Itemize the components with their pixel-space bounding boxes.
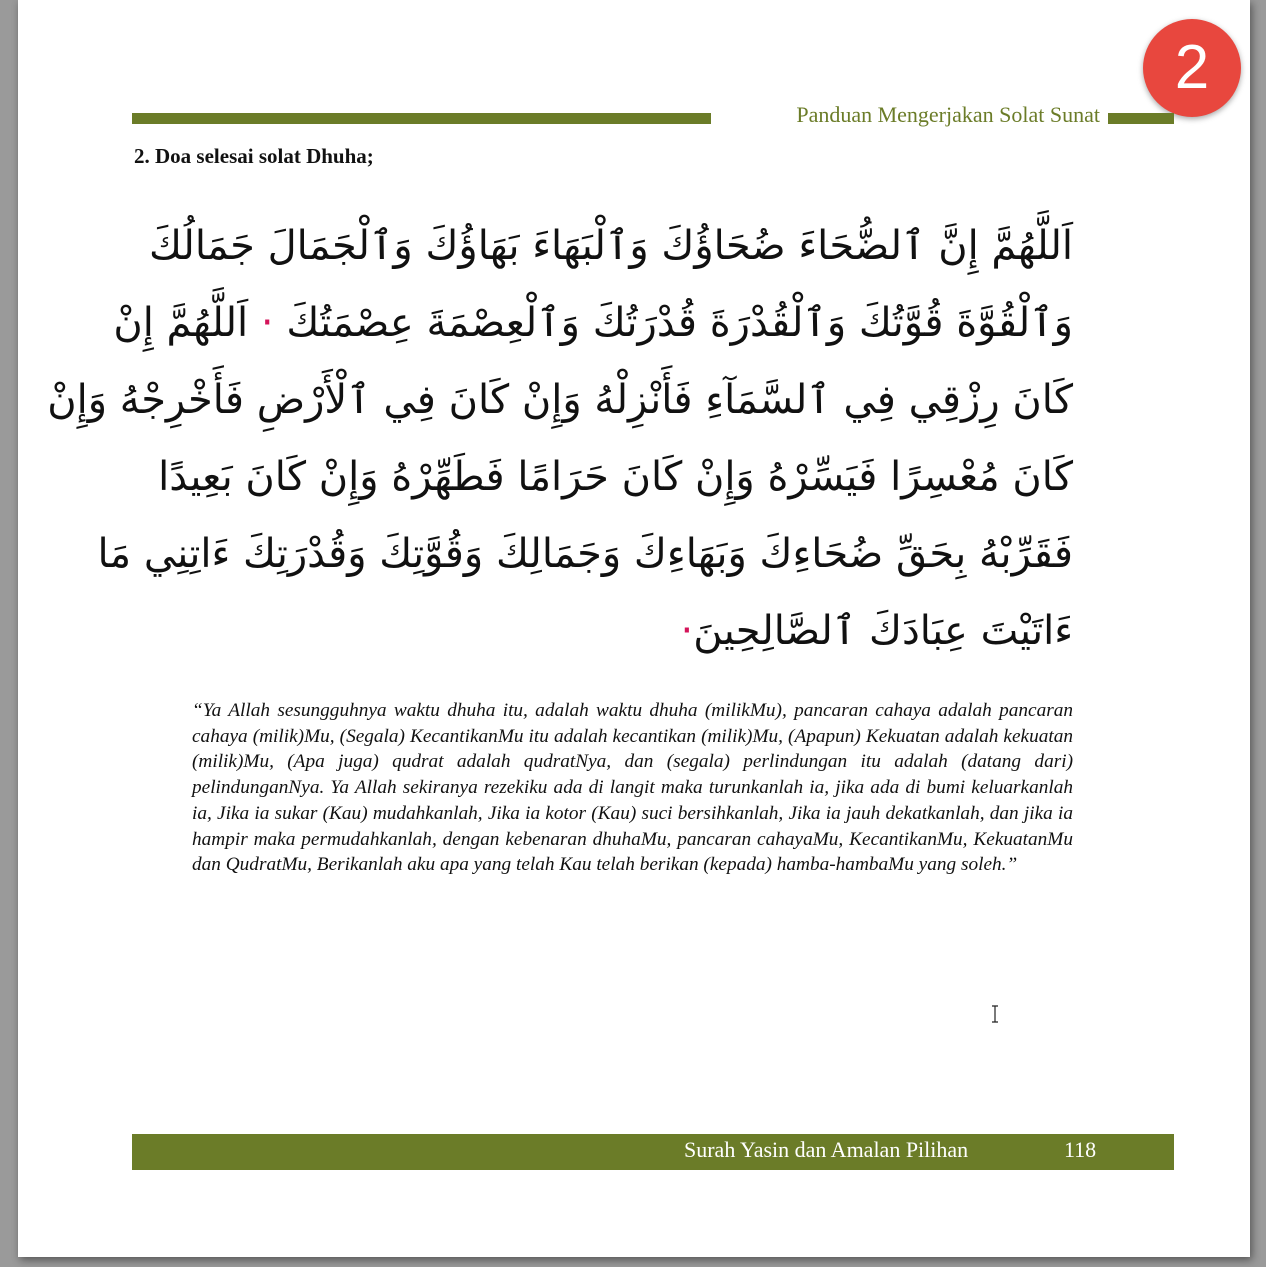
arabic-line: فَقَرِّبْهُ بِحَقِّ ضُحَاءِكَ وَبَهَاءِكَ وَجَمَالِكَ وَقُوَّتِكَ وَقُدْرَتِكَ ءَاتِنِي مَا: [97, 531, 1073, 577]
arabic-line-text: ءَاتَيْتَ عِبَادَكَ ٱلصَّالِحِينَ: [693, 608, 1073, 654]
arabic-line-text: اَللَّهُمَّ إِنْ: [113, 300, 249, 346]
arabic-line: اَللَّهُمَّ إِنَّ ٱلضُّحَاءَ ضُحَاؤُكَ وَٱلْبَهَاءَ بَهَاؤُكَ وَٱلْجَمَالَ جَمَالُكَ: [148, 223, 1073, 269]
running-header-title: Panduan Mengerjakan Solat Sunat: [796, 102, 1100, 127]
header-rule-right: [1108, 113, 1174, 124]
arabic-line: [113, 285, 1073, 362]
arabic-line: كَانَ مُعْسِرًا فَيَسِّرْهُ وَإِنْ كَانَ حَرَامًا فَطَهِّرْهُ وَإِنْ كَانَ بَعِيدًا: [158, 454, 1073, 500]
text-cursor-icon: [990, 1005, 1000, 1023]
page-number: 118: [1064, 1137, 1097, 1162]
arabic-line: [195, 593, 1073, 670]
translation-paragraph: “Ya Allah sesungguhnya waktu dhuha itu, adalah waktu dhuha (milikMu), pancaran cahaya adalah pancaran cahaya (milik)Mu, (Segala) KecantikanMu itu adalah kecantikan (milik)Mu, (Apapun) Kekuatan adalah kekuatan (milik)Mu, (Apa juga) qudrat adalah qudratNya, dan (segala) perlindungan itu adalah (datang dari) pelindunganNya. Ya Allah sekiranya rezekiku ada di langit maka turunkanlah ia, jika ada di bumi keluarkanlah ia, Jika ia sukar (Kau) mudahkanlah, Jika ia kotor (Kau) suci bersihkanlah, Jika ia jauh dekatkanlah, dan jika ia hampir maka permudahkanlah, dengan kebenaran dhuhaMu, pancaran cahayaMu, KecantikanMu, KekuatanMu dan QudratMu, Berikanlah aku apa yang telah Kau telah berikan (kepada) hamba-hambaMu yang soleh.”: [192, 700, 1073, 876]
verse-separator: ·: [680, 608, 694, 654]
section-heading: 2. Doa selesai solat Dhuha;: [134, 144, 374, 168]
arabic-line-text: وَٱلْقُوَّةَ قُوَّتُكَ وَٱلْقُدْرَةَ قُدْرَتُكَ وَٱلْعِصْمَةَ عِصْمَتُكَ: [286, 300, 1073, 346]
arabic-prayer-text: [47, 208, 1073, 670]
footer-book-title: Surah Yasin dan Amalan Pilihan: [684, 1137, 969, 1162]
arabic-line: كَانَ رِزْقِي فِي ٱلسَّمَآءِ فَأَنْزِلْهُ وَإِنْ كَانَ فِي ٱلْأَرْضِ فَأَخْرِجْهُ وَإِنْ: [47, 377, 1073, 423]
verse-separator: ·: [260, 300, 274, 346]
footer-bar: [132, 1134, 1174, 1170]
header-rule-left: [132, 113, 711, 124]
page-badge: 2: [1143, 19, 1241, 117]
